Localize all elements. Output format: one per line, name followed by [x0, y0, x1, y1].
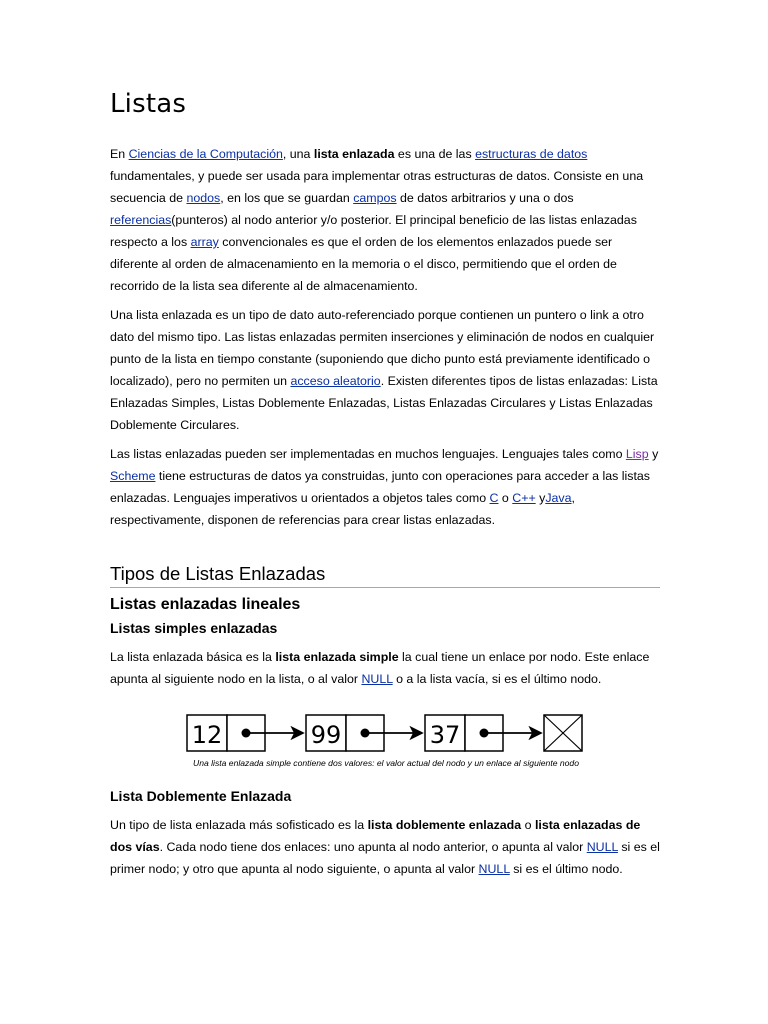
link-c[interactable]: C [489, 491, 499, 505]
bold-term: lista doblemente enlazada [367, 818, 522, 832]
text: si es el primer nodo; y otro que apunta al nodo siguiente, o apunta al valor [110, 840, 660, 876]
link-acceso-aleatorio[interactable]: acceso aleatorio [290, 374, 381, 388]
figure-caption: Una lista enlazada simple contiene dos valores: el valor actual del nodo y un enlace al siguiente nodo [192, 758, 579, 768]
text: si es el último nodo. [509, 862, 623, 876]
link-nodos[interactable]: nodos [186, 191, 221, 205]
text: tiene estructuras de datos ya construidas, junto con operaciones para acceder a las listas enlazadas. Lenguajes imperativos u orientados a objetos tales como [110, 469, 650, 505]
link-referencias[interactable]: referencias [110, 213, 172, 227]
text: o [498, 491, 513, 505]
link-estructuras-de-datos[interactable]: estructuras de datos [475, 147, 588, 161]
link-ciencias-computacion[interactable]: Ciencias de la Computación [128, 147, 283, 161]
text: . Cada nodo tiene dos enlaces: uno apunta al nodo anterior, o apunta al valor [159, 840, 587, 854]
text: y [535, 491, 546, 505]
text: (punteros) al nodo anterior y/o posterior. El principal beneficio de las listas enlazadas respecto a los [110, 213, 637, 249]
link-array[interactable]: array [190, 235, 219, 249]
link-scheme[interactable]: Scheme [110, 469, 156, 483]
link-null[interactable]: NULL [586, 840, 618, 854]
linked-list-diagram [186, 713, 586, 755]
text: fundamentales, y puede ser usada para implementar otras estructuras de datos. Consiste en una secuencia de [110, 169, 644, 205]
null-terminator-icon [544, 715, 582, 751]
node-value: 12 [191, 721, 223, 749]
paragraph-3 [110, 443, 662, 531]
text: La lista enlazada básica es la [110, 650, 276, 664]
bold-term: lista enlazada simple [275, 650, 399, 664]
node-value: 99 [310, 721, 342, 749]
paragraph-simple [110, 646, 662, 690]
link-cpp[interactable]: C++ [512, 491, 536, 505]
text: y [648, 447, 659, 461]
text: , una [282, 147, 314, 161]
text: En [110, 147, 129, 161]
text: Una lista enlazada es un tipo de dato auto-referenciado porque contienen un puntero o link a otro dato del mismo tipo. Las listas enlazadas permiten inserciones y eliminación de nodos en cualquier punto de la lista en tiempo constante (suponiendo que dicho punto está previamente identificado o localizado), pero no permiten un [110, 308, 655, 388]
subsection-heading-lineales: Listas enlazadas lineales [110, 596, 301, 613]
paragraph-doble [110, 814, 662, 880]
text: . Existen diferentes tipos de listas enlazadas: Lista Enlazadas Simples, Listas Doblemente Enlazadas, Listas Enlazadas Circulares y Listas Enlazadas Doblemente Circulares. [110, 374, 658, 432]
text: Las listas enlazadas pueden ser implementadas en muchos lenguajes. Lenguajes tales como [110, 447, 626, 461]
section-heading-tipos: Tipos de Listas Enlazadas [110, 561, 660, 588]
text: la cual tiene un enlace por nodo. Este enlace apunta al siguiente nodo en la lista, o al valor [110, 650, 650, 686]
subheading-simples: Listas simples enlazadas [110, 620, 278, 636]
link-lisp[interactable]: Lisp [625, 447, 649, 461]
subheading-doble: Lista Doblemente Enlazada [110, 788, 292, 804]
page-title: Listas [110, 89, 187, 119]
text: o [521, 818, 535, 832]
text: , en los que se guardan [220, 191, 354, 205]
link-java[interactable]: Java [545, 491, 572, 505]
node-value: 37 [429, 721, 461, 749]
link-null[interactable]: NULL [361, 672, 393, 686]
bold-term: lista enlazada [313, 147, 395, 161]
text: , respectivamente, disponen de referencias para crear listas enlazadas. [110, 491, 575, 527]
text: es una de las [394, 147, 476, 161]
paragraph-2 [110, 304, 662, 436]
intro-paragraph [110, 143, 662, 297]
text: de datos arbitrarios y una o dos [396, 191, 574, 205]
text: Un tipo de lista enlazada más sofisticado es la [110, 818, 368, 832]
bold-term: lista enlazadas de dos vías [110, 818, 641, 854]
text: o a la lista vacía, si es el último nodo. [392, 672, 602, 686]
link-null[interactable]: NULL [478, 862, 510, 876]
text: convencionales es que el orden de los elementos enlazados puede ser diferente al orden de almacenamiento en la memoria o el disco, permitiendo que el orden de recorrido de la lista sea diferente al de almacenamiento. [110, 235, 617, 293]
link-campos[interactable]: campos [353, 191, 397, 205]
